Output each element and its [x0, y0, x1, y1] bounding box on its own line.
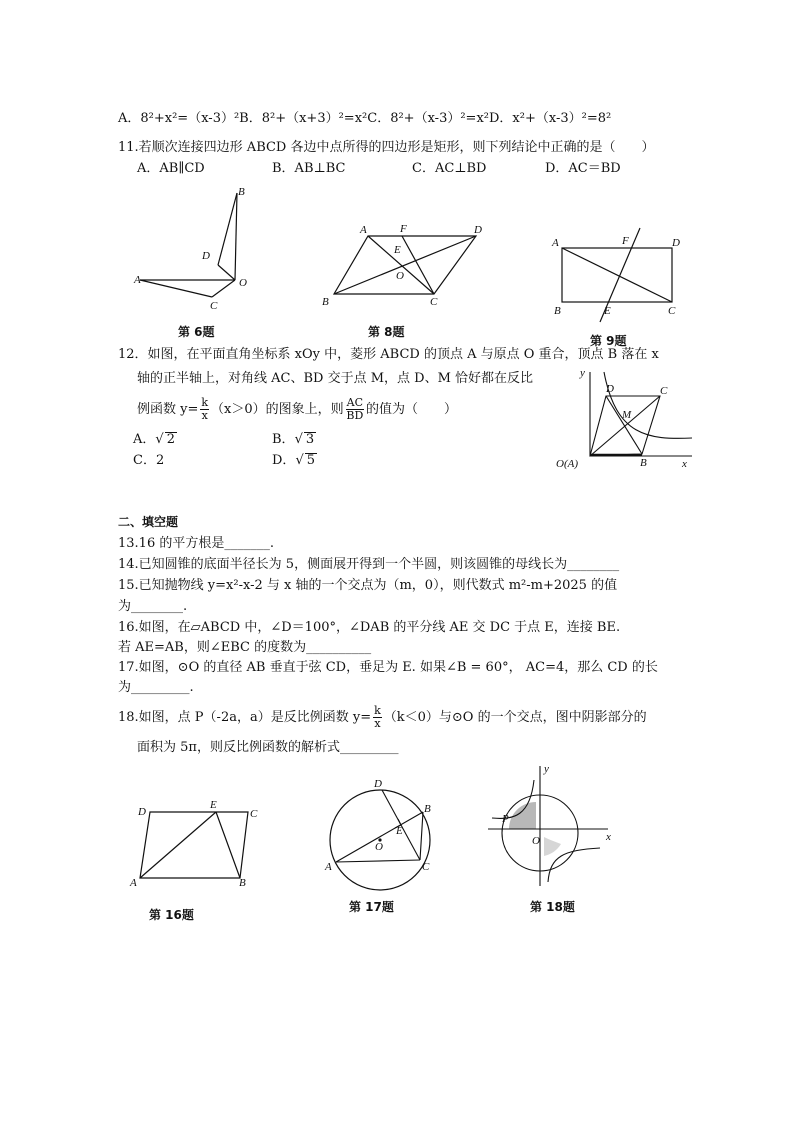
q12-frac-acbd: $\frac{AC}{BD}$ — [346, 396, 364, 422]
caption-q6: 第 6题 — [178, 325, 215, 339]
q10-options: A．8²+x²=（x-3）²B．8²+（x+3）²=x²C．8²+（x-3）²=x²D．x²+（x-3）²=8² — [118, 111, 612, 126]
fig17-label-e: E — [396, 825, 403, 837]
q12-line3 — [137, 393, 457, 427]
fig8-label-b: B — [322, 296, 329, 308]
fig16-label-e: E — [210, 799, 217, 811]
q13: 13.16 的平方根是_______. — [118, 536, 274, 551]
q18-line1-a: 18.如图，点 P（-2a，a）是反比例函数 y= — [118, 710, 372, 725]
fig12-label-y: y — [580, 367, 585, 379]
fig17-label-o: O — [375, 841, 383, 853]
fig17-label-a: A — [325, 861, 332, 873]
fig17-label-c: C — [422, 861, 430, 873]
fig6-label-d: D — [202, 250, 210, 262]
figure-q6 — [130, 185, 260, 315]
q16-line2: 若 AE=AB，则∠EBC 的度数为__________ — [118, 640, 372, 655]
figure-q8 — [318, 218, 488, 313]
q11-option-b: B．AB⊥BC — [272, 161, 346, 176]
fig9-label-b: B — [554, 305, 561, 317]
fig16-label-d: D — [138, 806, 146, 818]
caption-q17: 第 17题 — [349, 900, 394, 914]
section-title-fill-in: 二、填空题 — [118, 515, 179, 529]
q11-stem: 11.若顺次连接四边形 ABCD 各边中点所得的四边形是矩形，则下列结论中正确的是（ ） — [118, 140, 655, 155]
fig17-label-b: B — [424, 803, 431, 815]
fig12-label-b: B — [640, 457, 647, 469]
fig8-label-a: A — [360, 224, 367, 236]
sqrt-symbol: √ — [294, 432, 303, 447]
figure-q9 — [548, 228, 693, 323]
fig6-label-c: C — [210, 300, 218, 312]
fig8-label-c: C — [430, 296, 438, 308]
fig17-label-d: D — [374, 778, 382, 790]
fig18-label-y: y — [544, 763, 549, 775]
fig12-label-d: D — [606, 383, 614, 395]
q12-frac-kx: $\frac{k}{x}$ — [201, 396, 209, 422]
q12-option-a: A．√ 2 — [133, 432, 175, 447]
sqrt-symbol: √ — [155, 432, 164, 447]
sqrt-symbol: √ — [295, 453, 304, 468]
q11-option-a: A．AB∥CD — [137, 161, 205, 176]
fig8-label-d: D — [474, 224, 482, 236]
fig9-label-f: F — [622, 235, 629, 247]
q17-line2: 为_________. — [118, 680, 194, 695]
fig8-label-e: E — [394, 244, 401, 256]
q16-line1: 16.如图，在▱ABCD 中，∠D＝100°，∠DAB 的平分线 AE 交 DC 于点 E，连接 BE. — [118, 620, 621, 635]
caption-q16: 第 16题 — [149, 908, 194, 922]
figure-q12 — [556, 366, 696, 476]
fig16-label-c: C — [250, 808, 258, 820]
fig12-label-m: M — [622, 409, 632, 421]
fig6-label-a: A — [134, 274, 141, 286]
q12-line2: 轴的正半轴上，对角线 AC、BD 交于点 M，点 D、M 恰好都在反比 — [137, 371, 534, 386]
fig12-label-c: C — [660, 385, 668, 397]
fig16-label-a: A — [130, 877, 137, 889]
fig18-label-p: P — [502, 813, 509, 825]
q12-line3-a: 例函数 y= — [137, 402, 199, 417]
figure-q18 — [484, 760, 616, 892]
fig18-label-o: O — [532, 835, 540, 847]
fig18-label-x: x — [606, 831, 611, 843]
fig8-label-f: F — [400, 223, 407, 235]
fig16-label-b: B — [239, 877, 246, 889]
fig8-label-o: O — [396, 270, 404, 282]
fig9-label-d: D — [672, 237, 680, 249]
fig6-label-b: B — [238, 186, 245, 198]
caption-q9: 第 9题 — [590, 334, 627, 348]
fig9-label-a: A — [552, 237, 559, 249]
q18-line1 — [118, 701, 647, 735]
q14: 14.已知圆锥的底面半径长为 5，侧面展开得到一个半圆，则该圆锥的母线长为________ — [118, 557, 620, 572]
q12-line3-b: （x＞0）的图象上，则 — [211, 402, 344, 417]
q12-line3-c: 的值为（ ） — [366, 402, 458, 417]
q18-line1-b: （k＜0）与⊙O 的一个交点，图中阴影部分的 — [383, 710, 647, 725]
q11-option-d: D．AC＝BD — [545, 161, 621, 176]
fig9-label-c: C — [668, 305, 676, 317]
fig6-label-o: O — [239, 277, 247, 289]
q11-option-c: C．AC⊥BD — [412, 161, 487, 176]
q12-option-d: D．√ 5 — [272, 453, 316, 468]
q12-line1: 12．如图，在平面直角坐标系 xOy 中，菱形 ABCD 的顶点 A 与原点 O 重合，顶点 B 落在 x — [118, 347, 659, 362]
figure-q17 — [322, 774, 442, 894]
q15-line2: 为________. — [118, 599, 188, 614]
caption-q8: 第 8题 — [368, 325, 405, 339]
fig9-label-e: E — [604, 305, 611, 317]
q17-line1: 17.如图，⊙O 的直径 AB 垂直于弦 CD，垂足为 E. 如果∠B = 60°， AC=4，那么 CD 的长 — [118, 660, 658, 675]
q18-frac-kx: $\frac{k}{x}$ — [374, 704, 381, 730]
q18-line2: 面积为 5π，则反比例函数的解析式_________ — [137, 740, 399, 755]
fig12-label-x: x — [682, 458, 687, 470]
q12-option-c: C．2 — [133, 453, 165, 468]
q15-line1: 15.已知抛物线 y=x²-x-2 与 x 轴的一个交点为（m，0），则代数式 m²-m+2025 的值 — [118, 578, 618, 593]
figure-q16 — [128, 798, 268, 892]
caption-q18: 第 18题 — [530, 900, 575, 914]
fig12-label-oa: O(A) — [556, 458, 578, 470]
q12-option-b: B．√ 3 — [272, 432, 315, 447]
